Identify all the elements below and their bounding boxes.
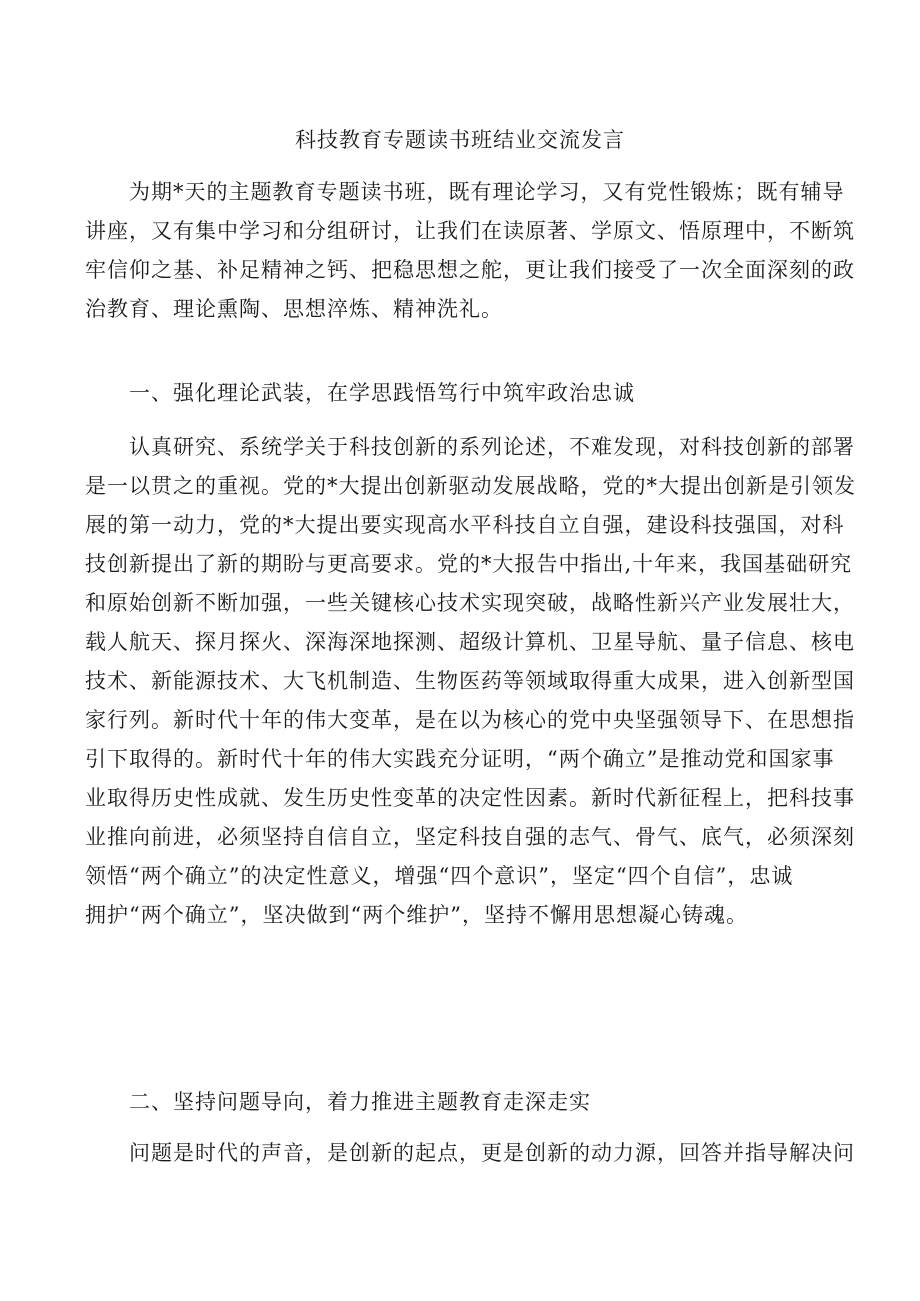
document-title: 科技教育专题读书班结业交流发言: [295, 128, 625, 152]
paragraph-line: 家行列。新时代十年的伟大变革，是在以为核心的党中央坚强领导下、在思想指: [85, 708, 855, 732]
section-2-paragraph: [85, 1134, 857, 1173]
intro-paragraph: [85, 173, 857, 329]
section-1-paragraph: [85, 428, 857, 935]
paragraph-line: 问题是时代的声音，是创新的起点，更是创新的动力源，回答并指导解决问: [129, 1141, 855, 1165]
paragraph-line: 技术、新能源技术、大飞机制造、生物医药等领域取得重大成果，进入创新型国: [85, 669, 855, 693]
paragraph-line: 讲座，又有集中学习和分组研讨，让我们在读原著、学原文、悟原理中，不断筑: [85, 219, 855, 243]
paragraph-line: 拥护“两个确立”，坚决做到“两个维护”，坚持不懈用思想凝心铸魂。: [85, 903, 748, 927]
paragraph-line: 是一以贯之的重视。党的*大提出创新驱动发展战略，党的*大提出创新是引领发: [85, 474, 856, 498]
paragraph-line: 展的第一动力，党的*大提出要实现高水平科技自立自强，建设科技强国，对科: [85, 513, 845, 537]
section-heading-2: 二、坚持问题导向，着力推进主题教育走深走实: [129, 1090, 591, 1114]
paragraph-line: 和原始创新不断加强，一些关键核心技术实现突破，战略性新兴产业发展壮大，: [85, 591, 855, 615]
paragraph-line: 引下取得的。新时代十年的伟大实践充分证明，“两个确立”是推动党和国家事: [85, 747, 835, 771]
paragraph-line: 业取得历史性成就、发生历史性变革的决定性因素。新时代新征程上，把科技事: [85, 786, 855, 810]
paragraph-line: 技创新提出了新的期盼与更高要求。党的*大报告中指出,十年来，我国基础研究: [85, 552, 853, 576]
paragraph-line: 业推向前进，必须坚持自信自立，坚定科技自强的志气、骨气、底气，必须深刻: [85, 825, 855, 849]
paragraph-line: 为期*天的主题教育专题读书班，既有理论学习，又有党性锻炼；既有辅导: [129, 180, 845, 204]
paragraph-line: 领悟“两个确立”的决定性意义，增强“四个意识”，坚定“四个自信”，忠诚: [85, 864, 794, 888]
paragraph-line: 认真研究、系统学关于科技创新的系列论述，不难发现，对科技创新的部署: [129, 435, 855, 459]
section-heading-1: 一、强化理论武装，在学思践悟笃行中筑牢政治忠诚: [129, 381, 635, 405]
paragraph-line: 牢信仰之基、补足精神之钙、把稳思想之舵，更让我们接受了一次全面深刻的政: [85, 258, 855, 282]
paragraph-line: 治教育、理论熏陶、思想淬炼、精神洗礼。: [85, 297, 503, 321]
paragraph-line: 载人航天、探月探火、深海深地探测、超级计算机、卫星导航、量子信息、核电: [85, 630, 855, 654]
